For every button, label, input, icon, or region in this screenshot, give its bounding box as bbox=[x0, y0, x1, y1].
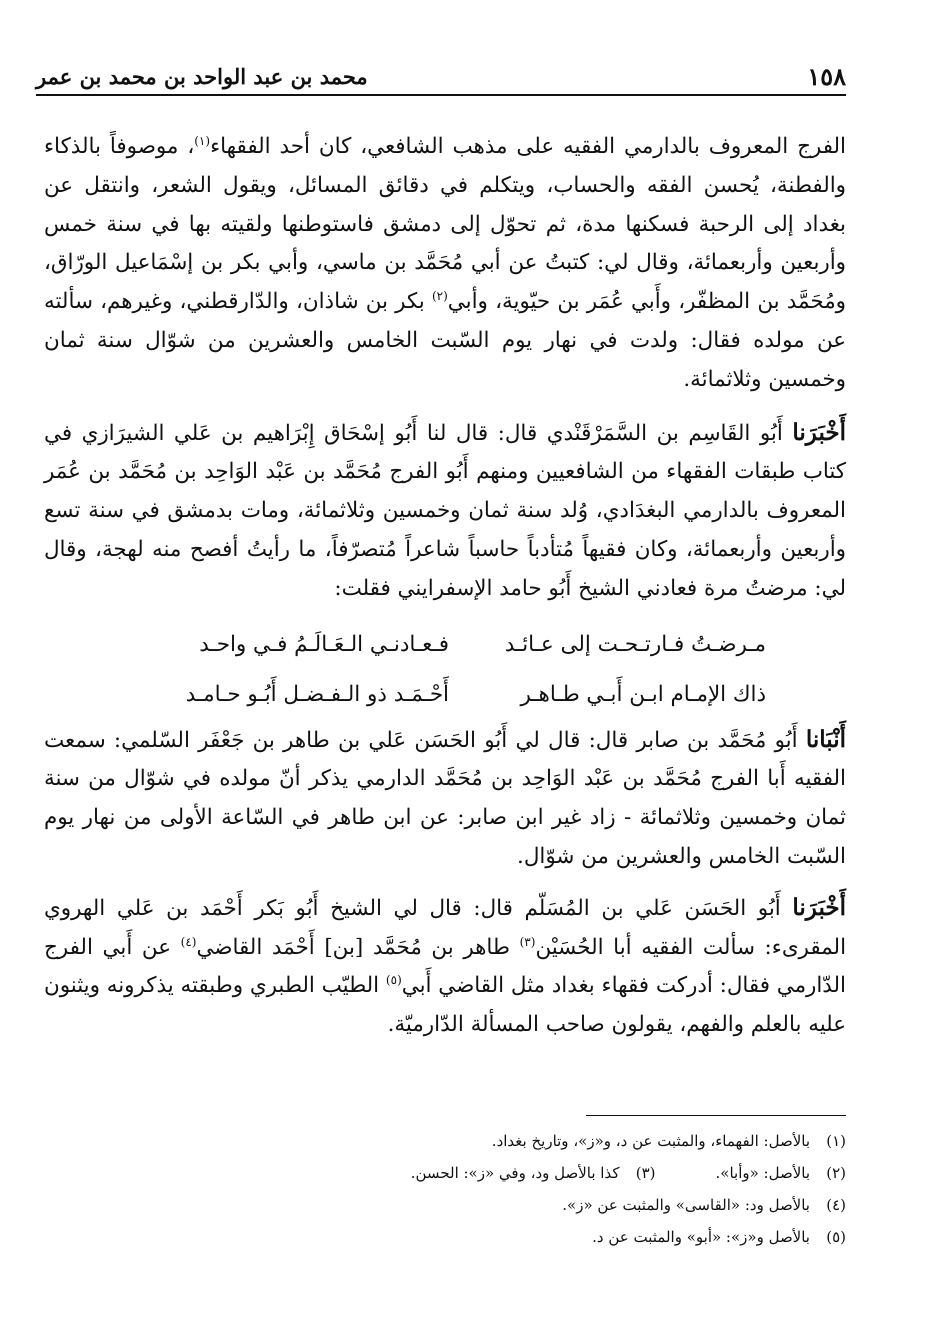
paragraph-text: أَبُو مُحَمَّد بن صابر قال: قال لي أَبُو الحَسَن عَلي بن طاهر بن جَعْفَر السّلمي: سمعت الفقيه أَبا الفرج مُحَمَّد بن عَبْد الوَاحِد بن مُحَمَّد الدارمي يذكر أنّ مولده في شوّال من سنة ثمان وخمسين وثلاثمائة - زاد غير ابن صابر: عن ابن طاهر في السّاعة الأولى من نهار يوم السّبت الخامس والعشرين من شوّال. bbox=[44, 727, 846, 869]
footnote-ref: (٢) bbox=[431, 289, 448, 304]
paragraph-4 bbox=[44, 889, 846, 1045]
paragraph-text: الفرج المعروف بالدارمي الفقيه على مذهب الشافعي، كان أحد الفقهاء bbox=[210, 134, 846, 159]
footnote bbox=[120, 1224, 846, 1250]
narration-keyword: أَخْبَرَنا bbox=[792, 893, 846, 921]
verse-first-hemistich: مـرضـتُ فـارتـحـت إلى عـائـد bbox=[504, 632, 766, 658]
verse-first-hemistich: ذاك الإمـام ابـن أَبـي طـاهـر bbox=[520, 682, 766, 708]
paragraph-text: بكر بن شاذان، والدّارقطني، وغيرهم، سألته عن مولده فقال: ولدت في نهار يوم السّبت الخامس والعشرين من شوّال سنة ثمان وخمسين وثلاثمائة. bbox=[44, 289, 846, 392]
narration-keyword: أَنْبَانا bbox=[805, 725, 846, 753]
paragraph-text: أَبُو الحَسَن عَلي بن المُسَلّم قال: قال لي الشيخ أَبُو بَكر أَحْمَد بن عَلي الهروي المقرىء: سألت الفقيه أبا الحُسَيْن bbox=[44, 895, 847, 960]
footnote bbox=[120, 1192, 846, 1218]
paragraph-1 bbox=[44, 128, 846, 400]
main-text bbox=[44, 128, 846, 1057]
paragraph-text: أَبُو القَاسِم بن السَّمَرْقَنْدي قال: قال لنا أَبُو إسْحَاق إِبْرَاهيم بن عَلي الشيرَازي في كتاب طبقات الفقهاء من الشافعيين ومنهم أَبُو الفرج مُحَمَّد بن عَبْد الوَاحِد بن مُحَمَّد بن عُمَر المعروف بالدارمي البغدَادي، وُلد سنة ثمان وخمسين وثلاثمائة، ومات بدمشق في سنة تسع وأربعين وأربعمائة، وكان فقيهاً مُتأدباً حاسباً شاعراً مُتصرّفاً، ما رأيتُ أفصح منه لهجة، وقال لي: مرضتُ مرة فعادني الشيخ أَبُو حامد الإسفرايني فقلت: bbox=[44, 420, 846, 601]
running-title: محمد بن عبد الواحد بن محمد بن عمر bbox=[36, 63, 368, 89]
paragraph-3 bbox=[44, 721, 846, 877]
footnote-text: بالأصل: الفهماء، والمثبت عن د، و«ز»، وتاريخ بغداد. bbox=[491, 1132, 810, 1150]
narration-keyword: أَخْبَرَنا bbox=[792, 418, 846, 446]
page-number: ١٥٨ bbox=[807, 61, 846, 91]
footnote-text: كذا بالأصل ود، وفي «ز»: الحسن. bbox=[410, 1164, 620, 1182]
paragraph-text: طاهر بن مُحَمَّد [بن] أَحْمَد القاضي bbox=[196, 934, 520, 960]
poem-verse bbox=[44, 621, 846, 671]
footnote bbox=[120, 1128, 846, 1154]
footnote-number: (٢) bbox=[826, 1164, 846, 1182]
verse-second-hemistich: فـعـادنـي الـعَـالَـمُ فـي واحـد bbox=[199, 632, 449, 658]
footnote-text: بالأصل و«ز»: «أبو» والمثبت عن د. bbox=[592, 1228, 810, 1246]
page-header bbox=[36, 58, 846, 96]
footnote-text: بالأصل ود: «القاسى» والمثبت عن «ز». bbox=[562, 1196, 810, 1214]
paragraph-2 bbox=[44, 414, 846, 609]
paragraph-text: الطيّب الطبري وطبقته يذكرونه ويثنون عليه بالعلم والفهم، يقولون صاحب المسألة الدّارميّة. bbox=[44, 973, 846, 1038]
footnote-divider bbox=[586, 1115, 846, 1116]
footnote bbox=[120, 1160, 846, 1186]
poem-verse bbox=[44, 671, 846, 721]
footnote-number: (١) bbox=[826, 1132, 846, 1150]
poem bbox=[44, 621, 846, 721]
footnote-number: (٣) bbox=[635, 1164, 656, 1182]
verse-second-hemistich: أَحْـمَـد ذو الـفـضـل أَبُـو حـامـد bbox=[185, 682, 449, 708]
footnote-number: (٤) bbox=[826, 1196, 846, 1214]
footnote-ref: (٤) bbox=[180, 934, 197, 949]
footnote-text: بالأصل: «وأبا». bbox=[715, 1164, 810, 1182]
footnotes bbox=[120, 1128, 846, 1256]
footnote-number: (٥) bbox=[826, 1228, 846, 1246]
footnote-ref: (٣) bbox=[519, 934, 536, 949]
footnote-ref: (١) bbox=[194, 133, 211, 148]
paragraph-text: عن أَبي الفرج الدّارمي فقال: أدركت فقهاء بغداد مثل القاضي أَبي bbox=[44, 934, 846, 999]
footnote-ref: (٥) bbox=[385, 973, 402, 988]
paragraph-text: ، موصوفاً بالذكاء والفطنة، يُحسن الفقه والحساب، ويتكلم في دقائق المسائل، ويقول الشعر، وانتقل عن بغداد إلى الرحبة فسكنها مدة، ثم تحوّل إلى دمشق فاستوطنها ولقيته بها في سنة خمس وأربعين وأربعمائة، وقال لي: كتبتُ عن أبي مُحَمَّد بن ماسي، وأبي بكر بن إسْمَاعيل الورّاق، ومُحَمَّد بن المظفّر، وأَبي عُمَر بن حيّوية، وأبي bbox=[44, 134, 846, 315]
